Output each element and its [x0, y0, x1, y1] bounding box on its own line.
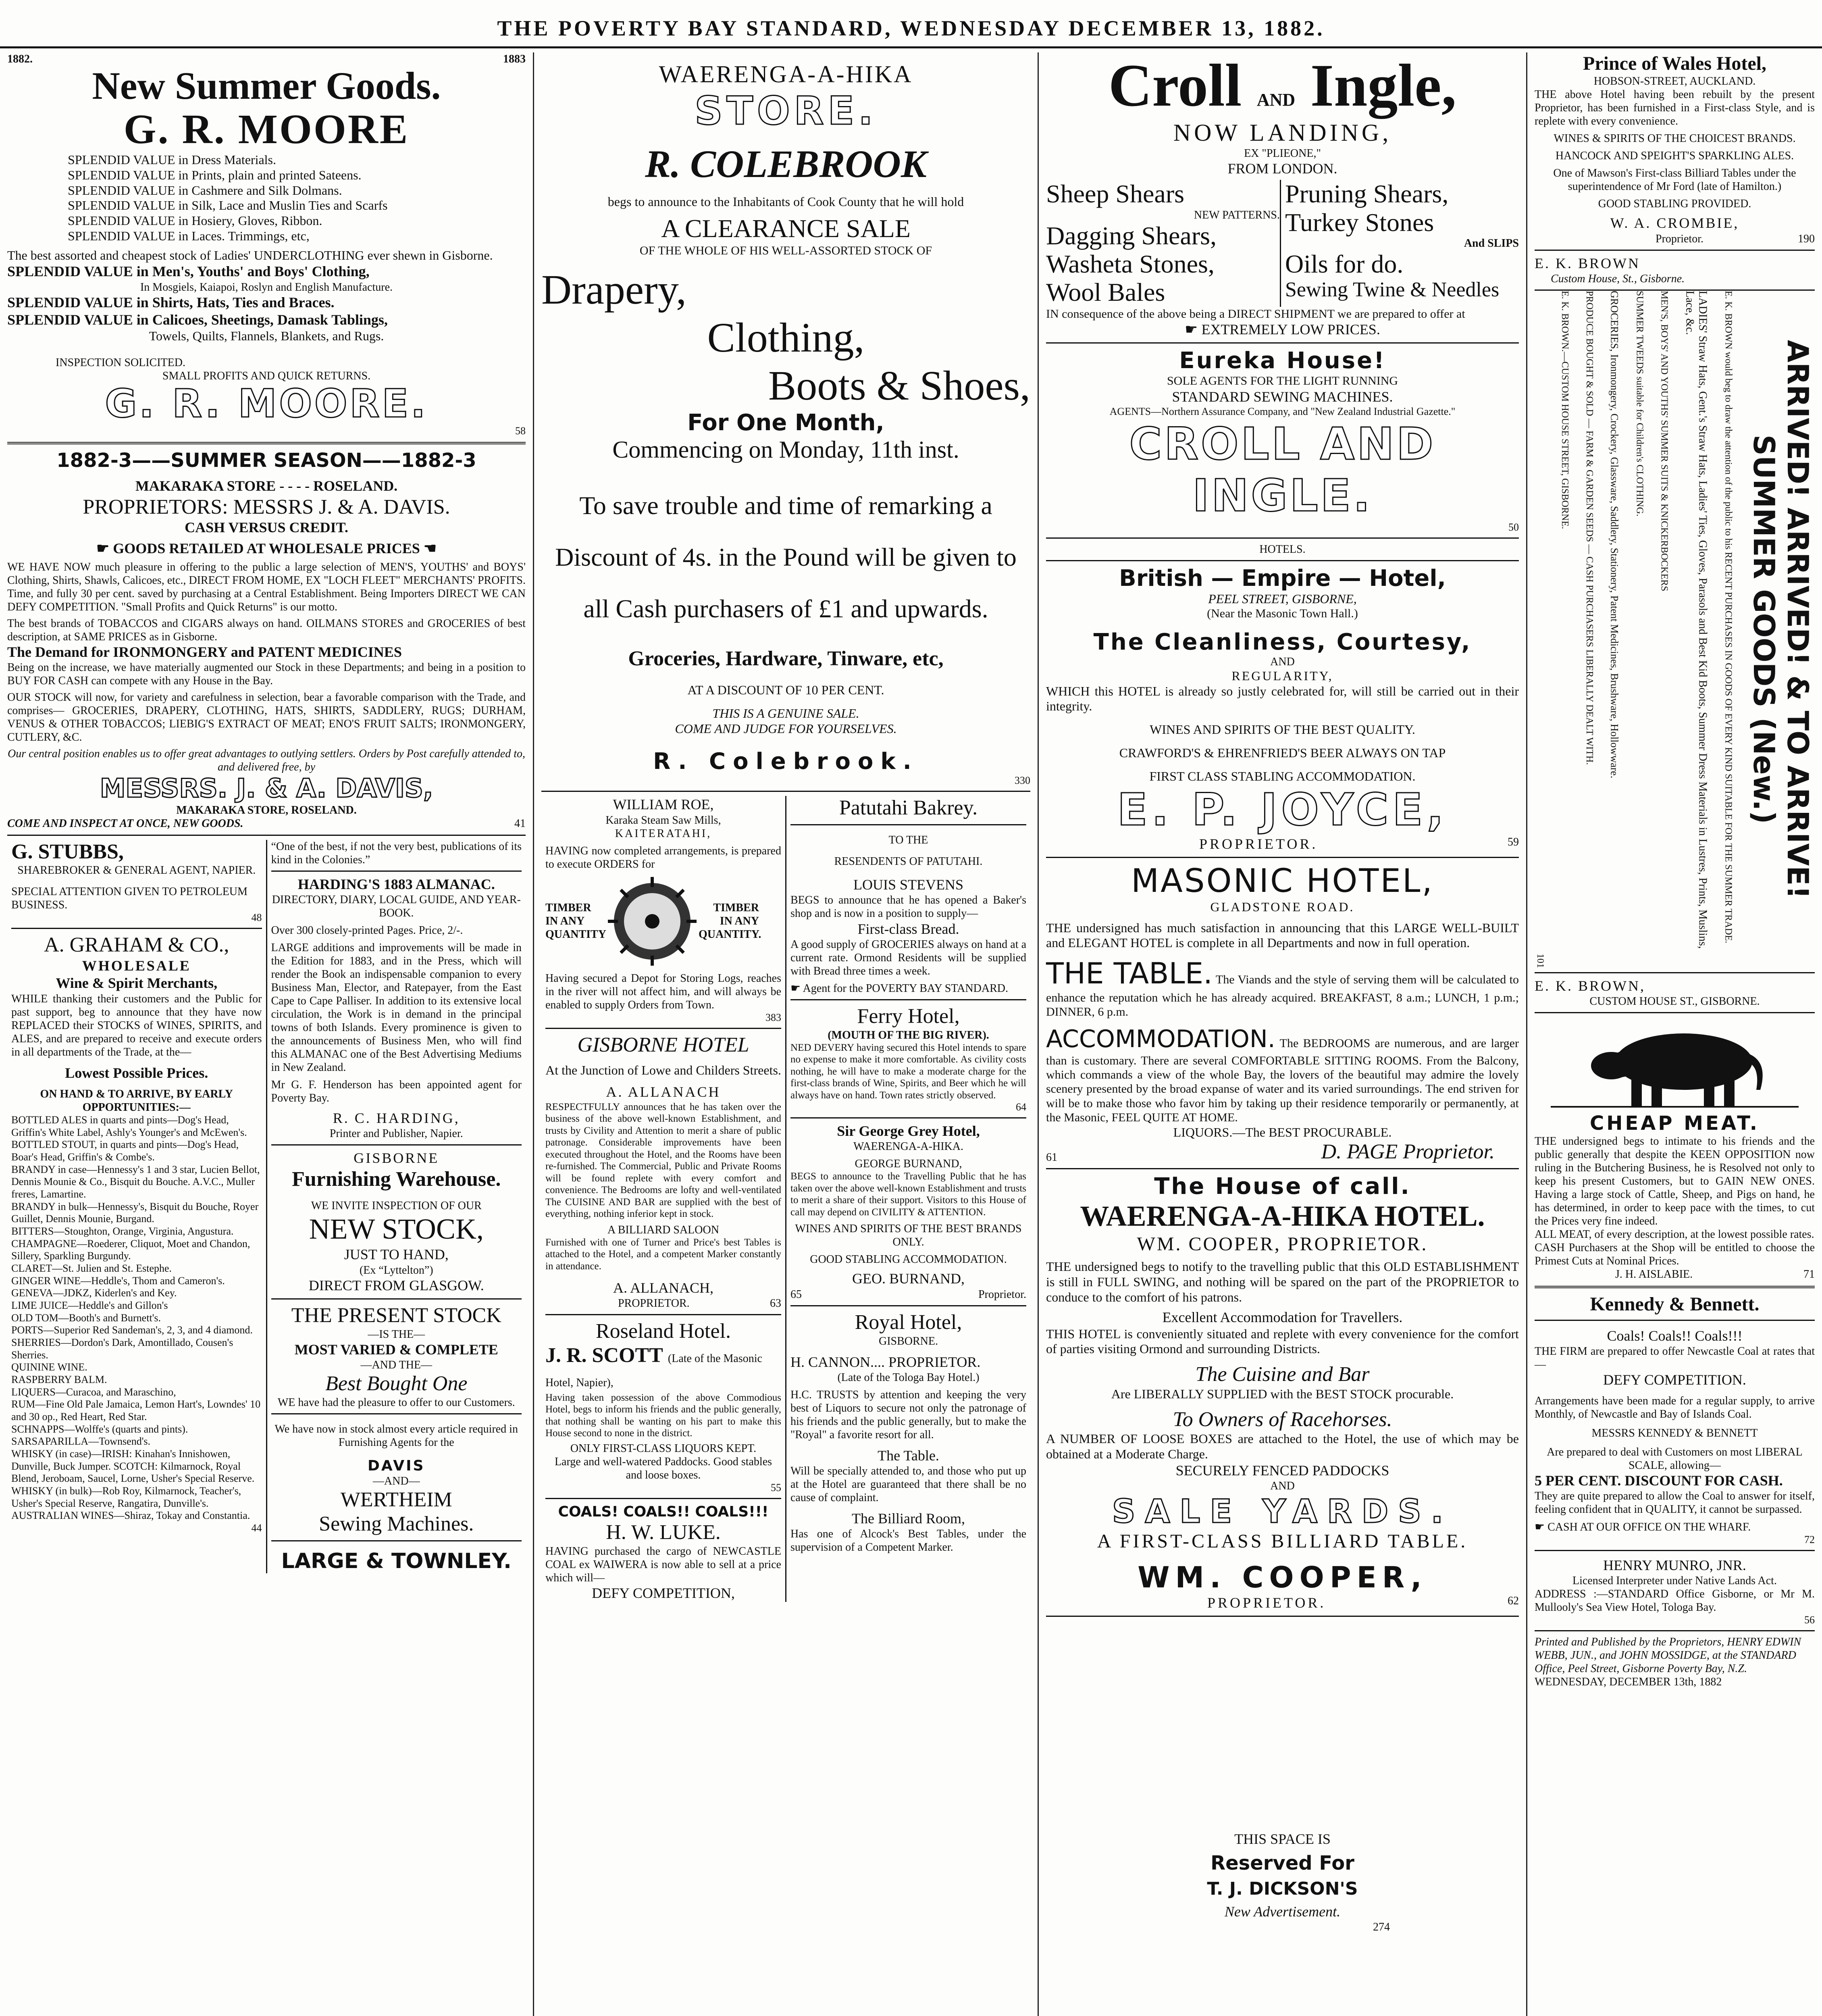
column-3 — [1039, 52, 1526, 2016]
ad-number: 383 — [765, 1011, 781, 1023]
list-item: QUININE WINE. — [11, 1361, 87, 1373]
proprietor-label: PROPRIETOR. — [1199, 836, 1318, 852]
list-item: SPLENDID VALUE in Hosiery, Gloves, Ribbon. — [68, 213, 322, 228]
agent-standard: ☛ Agent for the POVERTY BAY STANDARD. — [790, 982, 1008, 995]
list-item: GINGER WINE—Heddle's, Thom and Cameron's. — [11, 1275, 225, 1287]
luke-text: HAVING purchased the cargo of NEWCASTLE COAL ex WAIWERA is now able to sell at a price which will— — [545, 1545, 781, 1584]
list-item: SPLENDID VALUE in Cashmere and Silk Dolmans. — [68, 183, 342, 198]
stubbs-name: G. STUBBS, — [11, 840, 124, 863]
stevens-text: BEGS to announce that he has opened a Baker's shop and is now in a position to supply— — [790, 894, 1026, 920]
v-mens: MEN'S, BOYS' AND YOUTHS' SUMMER SUITS & KNICKERBOCKERS — [1659, 290, 1670, 591]
list-item: SPLENDID VALUE in Prints, plain and printed Sateens. — [68, 167, 362, 182]
central-position: Our central position enables us to offer great advantages to outlying settlers. Orders by Post carefully attended to, and delivered free, by — [8, 748, 525, 774]
scott-text: Having taken possession of the above Commodious Hotel, begs to inform his friends and the public generally, that nothing shall be wanting on his part to make this House second to none in the district. — [545, 1392, 781, 1439]
list-item: AUSTRALIAN WINES—Shiraz, Tokay and Constantia. — [11, 1510, 250, 1522]
sheep-shears: Sheep Shears — [1046, 179, 1185, 208]
profits: SMALL PROFITS AND QUICK RETURNS. — [162, 369, 371, 382]
burnand-name: GEORGE BURNAND, — [855, 1158, 962, 1170]
ad-number: 41 — [514, 817, 526, 830]
quite-prepared: They are quite prepared to allow the Coal to answer for itself, feeling confident that in QUALITY, it cannot be surpassed. — [1535, 1490, 1815, 1516]
list-item: BITTERS—Stoughton, Orange, Virginia, Angustura. — [11, 1225, 234, 1237]
roe-text: HAVING now completed arrangements, is prepared to execute ORDERS for — [545, 844, 781, 871]
v-arrived: ARRIVED! ARRIVED! & TO ARRIVE! SUMMER GOODS (New.) — [1747, 339, 1815, 899]
spirits-list — [11, 1114, 262, 1522]
grey-signature: GEO. BURNAND, — [852, 1270, 965, 1287]
genuine-sale: THIS IS A GENUINE SALE. — [712, 706, 859, 721]
drapery: Drapery, — [541, 267, 686, 313]
cooper-proprietor: WM. COOPER, PROPRIETOR. — [1137, 1233, 1428, 1255]
list-item: CLARET—St. Julien and St. Estephe. — [11, 1262, 172, 1275]
royal-sub: GISBORNE. — [878, 1335, 938, 1347]
messrs-kennedy: MESSRS KENNEDY & BENNETT — [1591, 1427, 1758, 1440]
list-item: SCHNAPPS—Wolffe's (quarts and pints). — [11, 1423, 188, 1435]
moore-signature: G. R. MOORE. — [105, 381, 428, 426]
graham-text: WHILE thanking their customers and the Public for past support, beg to announce that they have now REPLACED their STOCKS of WINES, SPIRITS, and ALES, and are prepared to receive and execute orders in all departments of the Trade, at the— — [11, 992, 262, 1058]
firm-text: THE FIRM are prepared to offer Newcastle Coal at rates that— — [1535, 1345, 1815, 1371]
proprietors: PROPRIETORS: MESSRS J. & A. DAVIS. — [83, 495, 450, 519]
list-item: BOTTLED STOUT, in quarts and pints—Dog's Head, Boar's Head, Griffin's & Combe's. — [11, 1139, 239, 1163]
oils: Oils for do. — [1285, 250, 1404, 279]
come-judge: COME AND JUDGE FOR YOURSELVES. — [675, 721, 897, 736]
standard-machines: STANDARD SEWING MACHINES. — [1172, 388, 1393, 405]
shirts: SPLENDID VALUE in Shirts, Hats, Ties and Braces. — [7, 294, 335, 310]
v-ladies: LADIES' Straw Hats, Gent.'s Straw Hats, Ladies' Ties, Gloves, Parasols and Best Kid Boots, Summer Dress Materials in Lustres, Prints, Muslins, Lace, &c. — [1683, 290, 1709, 949]
ad-number: 61 — [1046, 1151, 1057, 1164]
almanac-pages: Over 300 closely-printed Pages. Price, 2/-. — [271, 924, 463, 937]
sole-agents: SOLE AGENTS FOR THE LIGHT RUNNING — [1167, 374, 1398, 388]
ad-number: 50 — [1508, 521, 1519, 533]
cannon-note: (Late of the Tologa Bay Hotel.) — [837, 1371, 980, 1384]
list-item: CHAMPAGNE—Roederer, Cliquot, Moet and Chandon, Sillery, Sparkling Burgundy. — [11, 1237, 250, 1262]
ad-number: 72 — [1804, 1533, 1815, 1545]
slips: And SLIPS — [1464, 237, 1519, 250]
demand: The Demand for IRONMONGERY and PATENT MEDICINES — [7, 644, 402, 660]
royal-hotel: Royal Hotel, — [855, 1310, 962, 1334]
colebrook-signature: R. Colebrook. — [653, 748, 919, 775]
british-empire: British — Empire — Hotel, — [1119, 565, 1446, 591]
accommodation-para: ACCOMMODATION. The BEDROOMS are numerous, and are larger than is customary. There are several COMFORTABLE SITTING ROOMS. From the Balcony, which commands a view of the whole Bay, the lovers of the beautiful may admire the lovely scenery presented by the broad expanse of water and its varied surroundings. The end striven for will be to make those who favor him by taking up their residence temporarily or permanently, at the Masonic, FEEL QUITE AT HOME. — [1046, 1025, 1519, 1125]
ad-number: 63 — [770, 1297, 781, 1310]
now-landing: NOW LANDING, — [1173, 119, 1392, 146]
only-first-class: ONLY FIRST-CLASS LIQUORS KEPT. — [570, 1442, 757, 1455]
hc-text: H.C. TRUSTS by attention and keeping the very best of Liquors to secure not only the patronage of his friends and the public generally, but to make the "Royal" a favorite resort for all. — [790, 1388, 1026, 1441]
ferry-hotel: Ferry Hotel, — [857, 1004, 960, 1028]
allanach-signature: A. ALLANACH, — [613, 1280, 713, 1296]
dagging-shears: Dagging Shears, — [1046, 221, 1217, 250]
ad-number: 65 — [790, 1288, 802, 1301]
table-para: THE TABLE. The Viands and the style of serving them will be calculated to enhance the reputation which he has already acquired. BREAKFAST, 8 a.m.; LUNCH, 1 p.m.; DINNER, 6 p.m. — [1046, 956, 1519, 1019]
cooper-text: THE undersigned begs to notify to the travelling public that this OLD ESTABLISHMENT is still in FULL SWING, and nothing will be spared on the part of the PROPRIETOR to conduce to the comfort of his patrons. — [1046, 1259, 1519, 1304]
year-left: 1882. — [7, 53, 33, 65]
timber-right: TIMBER IN ANY QUANTITY. — [699, 902, 761, 941]
list-item: BRANDY in bulk—Hennessy's, Bisquit du Bouche, Royer Guillet, Dennis Mounie, Burgand. — [11, 1200, 259, 1225]
mawson: One of Mawson's First-class Billiard Tables under the superintendence of Mr Ford (late of Hamilton.) — [1553, 167, 1796, 193]
paddocks: Large and well-watered Paddocks. Good stables and loose boxes. — [554, 1455, 772, 1481]
grey-sub: WAERENGA-A-HIKA. — [853, 1140, 963, 1153]
list-item: OLD TOM—Booth's and Burnett's. — [11, 1312, 161, 1324]
stock-text: OUR STOCK will now, for variety and carefulness in selection, bear a favorable comparison with the Trade, and comprises— GROCERIES, DRAPERY, CLOTHING, HATS, SHIRTS, SADDLERY, RUGS; DURHAM, VENUS & OTHER TOBACCOS; LIEBIG'S EXTRACT OF MEAT; ENO'S FRUIT SALTS; IRONMONGERY, CUTLERY, &C. — [7, 691, 526, 744]
davis-brand: DAVIS — [368, 1457, 425, 1474]
cash-credit: CASH VERSUS CREDIT. — [185, 519, 348, 536]
year-right: 1883 — [503, 53, 526, 65]
list-item: GENEVA—JDKZ, Kiderlen's and Key. — [11, 1287, 177, 1299]
graham-sub: WHOLESALE — [82, 958, 191, 974]
splendid-list — [7, 152, 526, 244]
calicoes: SPLENDID VALUE in Calicoes, Sheetings, Damask Tablings, — [7, 311, 388, 328]
just-to-hand: JUST TO HAND, — [344, 1246, 449, 1263]
v-intro: E. K. BROWN would beg to draw the attention of the public to his RECENT PURCHASES IN GOODS OF EVERY KIND SUITABLE FOR THE SUMMER TRADE. — [1723, 290, 1734, 943]
turkey-stones: Turkey Stones — [1285, 208, 1434, 237]
underclothing: The best assorted and cheapest stock of Ladies' UNDERCLOTHING ever shewn in Gisborne. — [7, 248, 493, 262]
pointing-hand-icon: ☚ — [420, 540, 437, 556]
dickson: T. J. DICKSON'S — [1207, 1878, 1358, 1899]
near-masonic: (Near the Masonic Town Hall.) — [1207, 607, 1358, 621]
brown-sub: Custom House, St., Gisborne. — [1551, 272, 1685, 285]
clearance-sale: A CLEARANCE SALE — [661, 214, 911, 243]
good-stabling: GOOD STABLING PROVIDED. — [1598, 198, 1751, 210]
extremely-low: ☛ EXTREMELY LOW PRICES. — [1185, 321, 1380, 338]
men-clothing: SPLENDID VALUE in Men's, Youths' and Boys' Clothing, — [7, 263, 370, 280]
furnishing-agents: We have now in stock almost every article required in Furnishing Agents for the — [275, 1422, 518, 1449]
arrive: ON HAND & TO ARRIVE, BY EARLY OPPORTUNITIES:— — [40, 1087, 233, 1114]
list-item: SPLENDID VALUE in Silk, Lace and Muslin Ties and Scarfs — [68, 198, 388, 213]
cash-office: ☛ CASH AT OUR OFFICE ON THE WHARF. — [1535, 1520, 1751, 1533]
munro-address: ADDRESS :—STANDARD Office Gisborne, or Mr M. Mullooly's Sea View Hotel, Tologa Bay. — [1535, 1587, 1815, 1614]
ferry-text: NED DEVERY having secured this Hotel intends to spare no expense to make it more comfortable. As civility costs nothing, he will have to make a moderate charge for the first-class brands of Wine, Spirits, and Beer which he will always have on hand. Town rates strictly observed. — [790, 1042, 1026, 1101]
colebrook-store: STORE. — [695, 88, 877, 133]
burnand-text: BEGS to announce to the Travelling Public that he has taken over the above well-known Establishment and trusts to merit a share of their support. Visitors to this House of call may depend on CIVILITY & ATTENTION. — [790, 1171, 1026, 1218]
kennedy-bennett: Kennedy & Bennett. — [1590, 1293, 1760, 1315]
pruning-shears: Pruning Shears, — [1285, 179, 1449, 208]
announce: begs to announce to the Inhabitants of Cook County that he will hold — [607, 194, 964, 209]
stubbs-sub: SHAREBROKER & GENERAL AGENT, NAPIER. — [17, 864, 256, 877]
cuisine-bar: The Cuisine and Bar — [1195, 1363, 1370, 1386]
imprint-date: WEDNESDAY, DECEMBER 13th, 1882 — [1535, 1675, 1722, 1688]
column-1 — [0, 52, 533, 2016]
and-label: AND — [1270, 655, 1295, 668]
wales-text: THE above Hotel having been rebuilt by the present Proprietor, has been furnished in a First-class Style, and is replete with every convenience. — [1535, 88, 1815, 128]
large-townley: LARGE & TOWNLEY. — [281, 1549, 512, 1573]
list-item: LIQUERS—Curacoa, and Maraschino, — [11, 1386, 176, 1398]
ad-number: 48 — [251, 912, 262, 924]
harding-sig: R. C. HARDING, — [333, 1110, 460, 1127]
fenced-paddocks: SECURELY FENCED PADDOCKS — [1175, 1462, 1389, 1479]
furnishing-place: GISBORNE — [354, 1150, 439, 1166]
cash-purchasers: CASH Purchasers at the Shop will be entitled to choose the Primest Cuts at Nominal Prices. — [1535, 1241, 1815, 1268]
prepared: Are prepared to deal with Customers on most LIBERAL SCALE, allowing— — [1547, 1446, 1803, 1472]
coals-heading: COALS! COALS!! COALS!!! — [558, 1503, 769, 1520]
bakery-to: TO THE — [888, 834, 928, 847]
list-item: PORTS—Superior Red Sandeman's, 2, 3, and 4 diamond. — [11, 1324, 253, 1336]
masonic-text: THE undersigned has much satisfaction in announcing that this LARGE WELL-BUILT and ELEGANT HOTEL is complete in all Departments and now in full operation. — [1046, 920, 1519, 950]
store-name: MAKARAKA STORE - - - - ROSELAND. — [135, 478, 398, 494]
clothing: Clothing, — [707, 314, 865, 361]
ad-number: 330 — [1015, 775, 1030, 787]
roe-text2: Having secured a Depot for Storing Logs, reaches in the river will not affect him, and will always be enabled to supply Orders from Town. — [545, 972, 781, 1011]
stubbs-text: SPECIAL ATTENTION GIVEN TO PETROLEUM BUSINESS. — [11, 885, 248, 912]
almanac-title: HARDING'S 1883 ALMANAC. — [297, 876, 495, 892]
v-address: E. K. BROWN.—CUSTOM HOUSE STREET, GISBORNE. — [1560, 290, 1570, 529]
pointing-hand-icon: ☛ — [96, 540, 113, 556]
present-stock: THE PRESENT STOCK — [291, 1304, 501, 1327]
harding-quote: “One of the best, if not the very best, publications of its kind in the Colonies.” — [271, 840, 522, 866]
davis-text: WE HAVE NOW much pleasure in offering to the public a large selection of MEN'S, YOUTHS' and BOYS' Clothing, Shirts, Shawls, Calicoes, etc., DIRECT FROM HOME, EX "LOCH FLEET" MERCHANTS' PROFITS. Time, and fully 30 per cent. saved by purchasing at a Central Establishment. Being Importers DIRECT WE CAN DEFY COMPETITION. "Small Profits and Quick Returns" is our motto. — [7, 560, 526, 613]
eureka-house: Eureka House! — [1179, 348, 1386, 374]
saloon-text: Furnished with one of Turner and Price's best Tables is attached to the Hotel, and a competent Marker constantly in attendance. — [545, 1237, 781, 1272]
harding-sub: Printer and Publisher, Napier. — [329, 1127, 463, 1140]
page-signature: D. PAGE Proprietor. — [1321, 1140, 1495, 1164]
consequence: IN consequence of the above being a DIRECT SHIPMENT we are prepared to offer at — [1046, 307, 1465, 321]
merchant-name: G. R. MOORE — [123, 106, 410, 152]
roe-place: KAITERATAHI, — [615, 827, 712, 840]
inspection: INSPECTION SOLICITED. — [56, 356, 185, 369]
liquors: LIQUORS.—The BEST PROCURABLE. — [1173, 1125, 1392, 1139]
ad-number: 56 — [1804, 1614, 1815, 1626]
cleanliness: The Cleanliness, Courtesy, — [1093, 629, 1472, 655]
wines-quality: WINES AND SPIRITS OF THE BEST QUALITY. — [1150, 722, 1415, 737]
which-text: WHICH this HOTEL is already so justly celebrated for, will still be carried out in their integrity. — [1046, 683, 1519, 714]
sewing-twine: Sewing Twine & Needles — [1285, 278, 1500, 302]
cow-illustration — [1535, 1017, 1815, 1110]
crawford: CRAWFORD'S & EHRENFRIED'S BEER ALWAYS ON TAP — [1119, 745, 1446, 760]
list-item: SPLENDID VALUE in Laces. Trimmings, etc, — [68, 228, 310, 243]
scott-name: J. R. SCOTT (Late of the Masonic Hotel, Napier), — [545, 1344, 762, 1389]
imprint: Printed and Published by the Proprietors, HENRY EDWIN WEBB, JUN., and JOHN MOSSIDGE, at the STANDARD Office, Peel Street, Gisborne Poverty Bay, N.Z. — [1535, 1635, 1801, 1675]
masthead: THE POVERTY BAY STANDARD, WEDNESDAY DECEMBER 13, 1882. — [0, 0, 1822, 48]
munro: HENRY MUNRO, JNR. — [1603, 1557, 1746, 1573]
luke-name: H. W. LUKE. — [606, 1520, 721, 1544]
tobaccos: The best brands of TOBACCOS and CIGARS always on hand. OILMANS STORES and GROCERIES of best description, at SAME PRICES as in Gisborne. — [7, 617, 526, 643]
sewing-machines: Sewing Machines. — [319, 1512, 474, 1535]
and-label: AND — [1270, 1480, 1295, 1493]
list-item: WHISKY (in bulk)—Rob Roy, Kilmarnock, Teacher's, Usher's Special Reserve, Rangatira, Dunville's. — [11, 1485, 241, 1509]
list-item: BRANDY in case—Hennessy's 1 and 3 star, Lucien Bellot, Dennis Mounie & Co., Bisquit du Bouche. A.V.C., Muller freres, Lamartine. — [11, 1163, 260, 1200]
aislabie: J. H. AISLABIE. — [1615, 1268, 1693, 1281]
grey-wines: WINES AND SPIRITS OF THE BEST BRANDS ONLY. — [795, 1223, 1022, 1249]
washeta-stones: Washeta Stones, — [1046, 250, 1215, 279]
new-stock: NEW STOCK, — [309, 1213, 484, 1245]
coals: Coals! Coals!! Coals!!! — [1607, 1327, 1743, 1344]
season-banner: 1882-3——SUMMER SEASON——1882-3 — [56, 449, 476, 472]
list-item: RUM—Fine Old Pale Jamaica, Lemon Hart's, Lowndes' 10 and 30 op., Red Heart, Red Star. — [11, 1398, 261, 1423]
liberally: Are LIBERALLY SUPPLIED with the BEST STOCK procurable. — [1111, 1386, 1454, 1401]
table-text: Will be specially attended to, and those who put up at the Hotel are guaranteed that there shall be no cause of complaint. — [790, 1465, 1026, 1504]
croll-ingle-title: Croll AND Ingle, — [1108, 52, 1457, 119]
roe-sub: Karaka Steam Saw Mills, — [605, 814, 721, 827]
racehorses: To Owners of Racehorses. — [1173, 1408, 1392, 1431]
ad-number: 59 — [1508, 836, 1519, 849]
roseland-hotel: Roseland Hotel. — [595, 1320, 731, 1343]
saw-blade-icon — [606, 875, 699, 968]
hancock: HANCOCK AND SPEIGHT'S SPARKLING ALES. — [1555, 150, 1794, 162]
waerenga-hotel: WAERENGA-A-HIKA HOTEL. — [1080, 1200, 1485, 1233]
five-percent: 5 PER CENT. DISCOUNT FOR CASH. — [1535, 1472, 1783, 1489]
crombie: W. A. CROMBIE, — [1610, 215, 1739, 231]
ad-number: 64 — [1016, 1101, 1026, 1113]
hotels-heading: HOTELS. — [1259, 543, 1306, 556]
most-varied: MOST VARIED & COMPLETE — [294, 1341, 498, 1358]
reserved-for: Reserved For — [1211, 1851, 1354, 1874]
bread-text: A good supply of GROCERIES always on hand at a current rate. Ormond Residents will be supplied with Bread three times a week. — [790, 938, 1026, 977]
almanac-agent: Mr G. F. Henderson has been appointed agent for Poverty Bay. — [271, 1079, 522, 1105]
from-london: FROM LONDON. — [1227, 160, 1337, 177]
agents-line: AGENTS—Northern Assurance Company, and "New Zealand Industrial Gazette." — [1109, 405, 1456, 417]
arrangements: Arrangements have been made for a regular supply, to arrive Monthly, of Newcastle and Bay of Islands Coal. — [1535, 1395, 1815, 1421]
davis-signature: MESSRS. J. & A. DAVIS, — [100, 774, 433, 804]
ad-number: 190 — [1798, 232, 1815, 245]
house-of-call: The House of call. — [1154, 1173, 1411, 1200]
ad-title: New Summer Goods. — [92, 64, 441, 108]
conveniently: THIS HOTEL is conveniently situated and replete with every convenience for the comfort of parties visiting Ormond and surrounding Districts. — [1046, 1326, 1519, 1356]
junction: At the Junction of Lowe and Childers Streets. — [545, 1062, 781, 1077]
stevens-name: LOUIS STEVENS — [853, 877, 963, 893]
column-4 — [1527, 52, 1822, 2016]
masonic-hotel: MASONIC HOTEL, — [1131, 862, 1434, 900]
proprietor-label: PROPRIETOR. — [618, 1297, 690, 1310]
ad-number: 62 — [1508, 1595, 1519, 1608]
ferry-sub: (MOUTH OF THE BIG RIVER). — [828, 1029, 989, 1041]
best-bought: Best Bought One — [325, 1372, 468, 1395]
wertheim: WERTHEIM — [340, 1488, 452, 1512]
pleasure: WE have had the pleasure to offer to our Customers. — [277, 1396, 515, 1409]
pointing-hand-icon: ☛ — [1185, 321, 1202, 338]
allanach-name: A. ALLANACH — [606, 1084, 721, 1100]
and-the: —AND THE— — [360, 1358, 433, 1371]
cheap-text: THE undersigned begs to intimate to his friends and the public generally that despite the KEEN OPPOSITION now ruling in the Butchering Business, he is Resolved not only to keep his present Customers, but to GAIN NEW ONES. Having a large stock of Cattle, Sheep, and Pigs on hand, he has determined, in order to keep pace with the times, to cut the Prices very fine indeed. — [1535, 1135, 1815, 1228]
hobson: HOBSON-STREET, AUCKLAND. — [1593, 75, 1756, 88]
list-item: SARSAPARILLA—Townsend's. — [11, 1435, 151, 1447]
groceries: Groceries, Hardware, Tinware, etc, — [628, 647, 944, 671]
v-groceries: GROCERIES, Ironmongery, Crockery, Glassware, Saddlery, Stationery, Patent Medicines, Brushware, Hollowware. — [1608, 290, 1620, 779]
ad-number: 58 — [515, 425, 526, 437]
commencing: Commencing on Monday, 11th inst. — [612, 436, 959, 463]
graham-name: A. GRAHAM & CO., — [44, 933, 229, 957]
furnishing-invite: WE INVITE INSPECTION OF OUR — [311, 1200, 482, 1212]
list-item: RASPBERRY BALM. — [11, 1374, 107, 1386]
boots-shoes: Boots & Shoes, — [768, 362, 1030, 409]
wales-hotel: Prince of Wales Hotel, — [1583, 53, 1766, 74]
new-advertisement: New Advertisement. — [1224, 1903, 1341, 1920]
list-item: SHERRIES—Dordon's Dark, Amontillado, Cousen's Sherries. — [11, 1337, 233, 1361]
munro-text: Licensed Interpreter under Native Lands Act. — [1572, 1574, 1777, 1587]
furnishing-title: Furnishing Warehouse. — [292, 1167, 501, 1191]
grey-stabling: GOOD STABLING ACCOMMODATION. — [810, 1253, 1007, 1266]
brown-bottom: E. K. BROWN, — [1535, 977, 1645, 994]
wales-wines: WINES & SPIRITS OF THE CHOICEST BRANDS. — [1554, 132, 1796, 145]
allanach-text: RESPECTFULLY announces that he has taken over the business of the above well-known Establishment, and trusts by Civility and Attention to merit a share of public patronage. Considerable improvements have been executed throughout the Hotel, and the Rooms have been re-furnished. The Commercial, Public and Private Rooms will be found replete with every comfort and convenience. The Bedrooms are lofty and well-ventilated The CUISINE AND BAR are supplied with the best of everything, nothing inferior kept in stock. — [545, 1101, 781, 1220]
column-2 — [534, 52, 1038, 2016]
davis-store: MAKARAKA STORE, ROSELAND. — [176, 804, 357, 817]
loose-boxes: A NUMBER OF LOOSE BOXES are attached to the Hotel, the use of which may be obtained at a Moderate Charge. — [1046, 1431, 1519, 1462]
v-tweeds: SUMMER TWEEDS suitable for Children's CLOTHING. — [1634, 290, 1645, 516]
roe-name: WILLIAM ROE, — [613, 796, 714, 813]
ad-number: 101 — [1535, 953, 1545, 968]
list-item: SPLENDID VALUE in Dress Materials. — [68, 152, 276, 167]
cooper-signature: WM. COOPER, — [1138, 1560, 1427, 1595]
colebrook-name: R. COLEBROOK — [645, 142, 927, 185]
v-produce: PRODUCE BOUGHT & SOLD — FARM & GARDEN SEEDS — CASH PURCHASERS LIBERALLY DEALT WITH. — [1584, 290, 1595, 765]
defy-competition: DEFY COMPETITION. — [1603, 1371, 1746, 1388]
billiard-table: A FIRST-CLASS BILLIARD TABLE. — [1097, 1531, 1468, 1552]
colebrook-place: WAERENGA-A-HIKA — [659, 61, 913, 87]
demand-text: Being on the increase, we have materially augmented our Stock in these Departments; and being in a position to BUY FOR CASH can compete with any House in the Bay. — [7, 661, 526, 687]
ex-ship: EX "PLIEONE," — [1244, 147, 1321, 160]
gladstone-road: GLADSTONE ROAD. — [1210, 899, 1355, 914]
all-meat: ALL MEAT, of every description, at the lowest possible rates. — [1535, 1228, 1814, 1241]
table-heading: The Table. — [878, 1447, 939, 1464]
wholesale-prices: ☛ GOODS RETAILED AT WHOLESALE PRICES ☚ — [96, 540, 437, 556]
bakery-res: RESENDENTS OF PATUTAHI. — [834, 855, 983, 868]
luke-defy: DEFY COMPETITION, — [592, 1585, 735, 1601]
proprietor-label: Proprietor. — [978, 1288, 1026, 1301]
croll-signature: CROLL AND INGLE. — [1129, 418, 1436, 521]
pointing-hand-icon: ☛ — [790, 982, 803, 995]
men-clothing-sub: In Mosgiels, Kaiapoi, Roslyn and English Manufacture. — [140, 281, 393, 294]
grey-hotel: Sir George Grey Hotel, — [837, 1123, 980, 1139]
ten-percent: AT A DISCOUNT OF 10 PER CENT. — [687, 683, 884, 698]
billiard-text: Has one of Alcock's Best Tables, under the supervision of a Competent Marker. — [790, 1528, 1026, 1554]
calicoes-sub: Towels, Quilts, Flannels, Blankets, and Rugs. — [149, 329, 384, 344]
and-wertheim: —AND— — [372, 1475, 420, 1487]
cannon: H. CANNON.... PROPRIETOR. — [790, 1354, 981, 1370]
space-reserved: THIS SPACE IS — [1234, 1831, 1331, 1847]
ad-number: 71 — [1803, 1268, 1815, 1281]
joyce-signature: E. P. JOYCE, — [1117, 784, 1448, 836]
proprietor-label: PROPRIETOR. — [1207, 1595, 1326, 1611]
list-item: BOTTLED ALES in quarts and pints—Dog's Head, Griffin's White Label, Ashly's Younger's and McEwen's. — [11, 1114, 247, 1138]
pointing-hand-icon: ☛ — [1535, 1520, 1548, 1533]
timber-left: TIMBER IN ANY QUANTITY — [545, 902, 606, 941]
bread: First-class Bread. — [857, 921, 959, 937]
peel-street: PEEL STREET, GISBORNE, — [1208, 591, 1357, 606]
sale-yards: SALE YARDS. — [1112, 1493, 1453, 1531]
discount: To save trouble and time of remarking a Discount of 4s. in the Pound will be given to all Cash purchasers of £1 and upwards. — [555, 491, 1017, 623]
wool-bales: Wool Bales — [1046, 278, 1165, 307]
regularity: REGULARITY, — [1231, 668, 1333, 683]
billiard-heading: The Billiard Room, — [852, 1510, 965, 1527]
excellent: Excellent Accommodation for Travellers. — [1162, 1309, 1403, 1326]
bakery-title: Patutahi Bakrey. — [839, 796, 978, 820]
cheap-meat: CHEAP MEAT. — [1590, 1112, 1760, 1135]
almanac-text: LARGE additions and improvements will be made in the Edition for 1883, and in the Press, which will render the Book an indispensable companion to every Business Man, Elector, and Ratepayer, from the East Cape to Cape Palliser. In addition to its extensive local circulation, the Work is in demand in the principal towns of both Islands. Every prominence is given to the announcements of Business Men, who will find this ALMANAC one of the Best Advertising Mediums in New Zealand. — [271, 941, 522, 1074]
direct-glasgow: DIRECT FROM GLASGOW. — [308, 1277, 484, 1293]
graham-sub2: Wine & Spirit Merchants, — [56, 975, 218, 991]
billiard-saloon: A BILLIARD SALOON — [607, 1223, 719, 1236]
ex-lyttelton: (Ex “Lyttelton”) — [359, 1264, 433, 1277]
proprietor-label: Proprietor. — [1656, 232, 1703, 245]
gisborne-hotel: GISBORNE HOTEL — [577, 1033, 749, 1056]
stabling: FIRST CLASS STABLING ACCOMMODATION. — [1149, 768, 1416, 783]
list-item: LIME JUICE—Heddle's and Gillon's — [11, 1300, 168, 1312]
vertical-ad — [1535, 289, 1815, 973]
almanac-sub: DIRECTORY, DIARY, LOCAL GUIDE, AND YEAR-BOOK. — [272, 893, 521, 919]
new-patterns: NEW PATTERNS. — [1194, 208, 1280, 221]
come-inspect: COME AND INSPECT AT ONCE, NEW GOODS. — [7, 817, 243, 830]
list-item: WHISKY (in case)—IRISH: Kinahan's Innishowen, Dunville, Buck Jumper. SCOTCH: Kilmarnock, Royal Blend, Jeroboam, Saucel, Lorne, Usher's Special Reserve. — [11, 1448, 255, 1485]
ad-number: 274 — [1373, 1920, 1390, 1933]
one-month: For One Month, — [687, 410, 884, 436]
is-the: —IS THE— — [368, 1328, 425, 1341]
ad-number: 55 — [771, 1481, 781, 1493]
ad-number: 44 — [251, 1522, 262, 1534]
brown-top: E. K. BROWN — [1535, 255, 1640, 271]
lowest-prices: Lowest Possible Prices. — [65, 1064, 208, 1081]
whole-stock: OF THE WHOLE OF HIS WELL-ASSORTED STOCK OF — [639, 244, 932, 257]
brown-bottom-sub: CUSTOM HOUSE ST., GISBORNE. — [1589, 995, 1760, 1008]
